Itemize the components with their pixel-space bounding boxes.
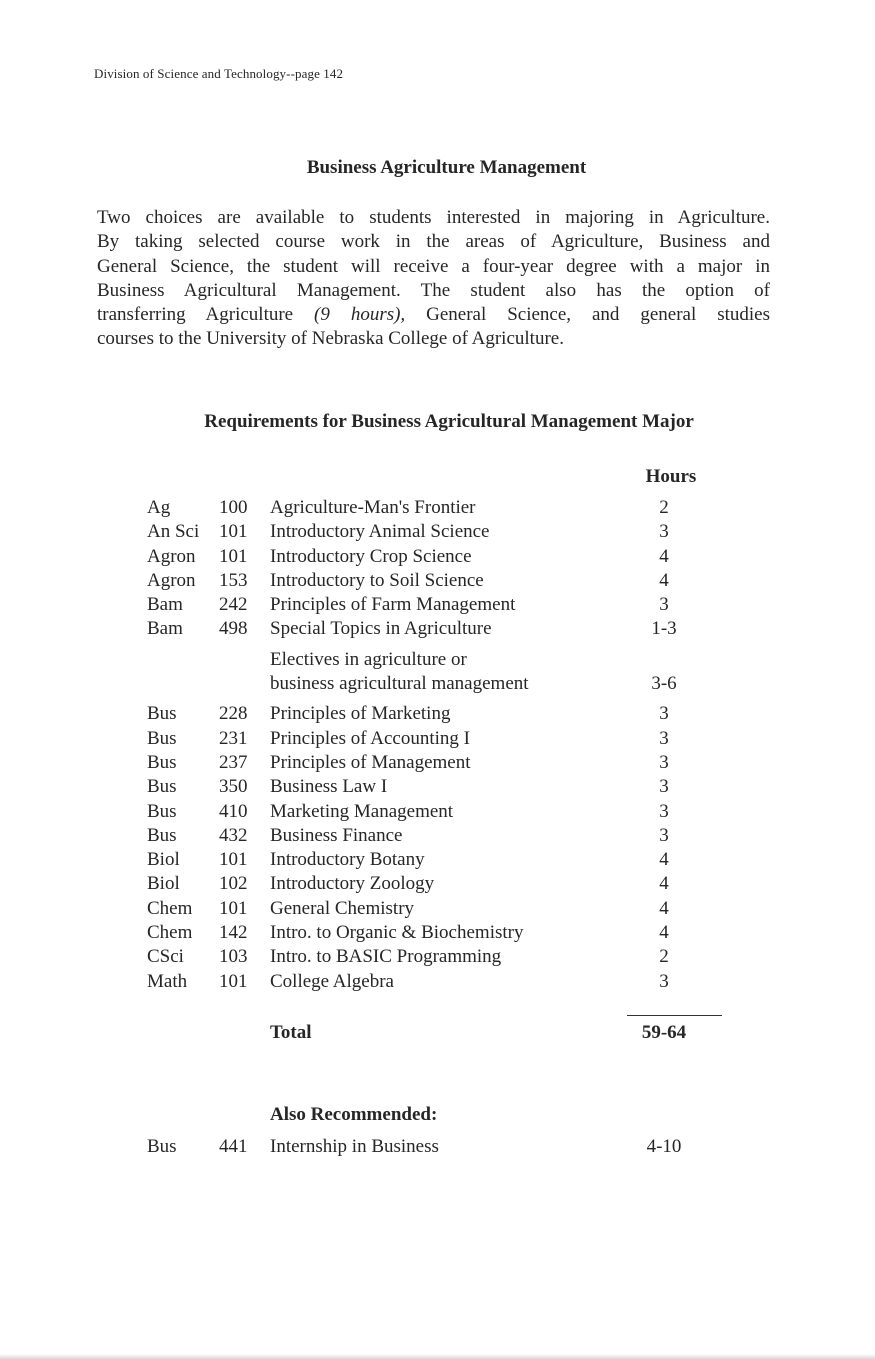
course-dept: Agron	[147, 545, 196, 567]
course-number: 101	[219, 521, 248, 543]
electives-row	[147, 648, 707, 697]
course-hours: 2	[659, 497, 669, 518]
course-name: Introductory to Soil Science	[270, 569, 484, 591]
course-row	[147, 775, 707, 799]
course-hours: 4-10	[646, 1136, 682, 1157]
course-name: Marketing Management	[270, 800, 454, 822]
course-dept: Bus	[147, 776, 177, 798]
course-dept: Math	[147, 970, 188, 992]
course-name: Principles of Accounting I	[270, 727, 470, 749]
course-row	[147, 945, 707, 969]
course-hours: 4	[659, 897, 669, 919]
course-name: Business Law I	[270, 776, 388, 798]
intro-line: Two choices are available to students interested in majoring in Agriculture.	[97, 207, 770, 228]
course-number: 142	[219, 922, 248, 944]
intro-text: General Science, and general studies	[405, 304, 770, 326]
course-row	[147, 593, 707, 617]
course-row	[147, 617, 707, 641]
course-hours: 3	[659, 727, 669, 749]
scan-edge	[0, 1354, 875, 1359]
requirements-title: Requirements for Business Agricultural Management Major	[204, 411, 694, 432]
section-title: Business Agriculture Management	[306, 157, 587, 178]
course-hours: 4	[659, 849, 669, 871]
course-name: Intro. to BASIC Programming	[270, 946, 502, 968]
course-hours: 3	[659, 521, 669, 543]
course-name: Introductory Zoology	[270, 873, 435, 895]
course-number: 102	[219, 873, 248, 895]
course-number: 228	[219, 703, 248, 725]
course-number: 101	[219, 545, 248, 567]
course-hours: 4	[659, 873, 669, 895]
course-name: Special Topics in Agriculture	[270, 618, 492, 640]
course-dept: Biol	[147, 849, 180, 871]
course-row	[147, 872, 707, 896]
course-number: 498	[219, 618, 248, 640]
course-dept: Bus	[147, 800, 177, 822]
intro-line: By taking selected course work in the areas of Agriculture, Business and	[97, 231, 770, 253]
course-row	[147, 727, 707, 751]
course-name: Introductory Botany	[270, 849, 425, 871]
course-hours: 4	[659, 569, 669, 591]
course-dept: Bus	[147, 703, 177, 725]
course-hours: 1-3	[651, 618, 677, 640]
course-number: 101	[219, 849, 248, 871]
also-recommended-heading: Also Recommended:	[270, 1104, 438, 1125]
course-row	[147, 702, 707, 726]
course-name: Business Finance	[270, 824, 403, 846]
course-row	[147, 970, 707, 994]
also-recommended-row	[147, 1135, 707, 1159]
course-dept: Chem	[147, 897, 193, 919]
course-number: 432	[219, 824, 248, 846]
course-name: College Algebra	[270, 970, 394, 992]
intro-line	[97, 303, 770, 327]
course-dept: Bus	[147, 727, 177, 749]
course-hours: 3	[659, 824, 669, 846]
intro-emphasis: (9 hours),	[314, 304, 406, 326]
course-dept: An Sci	[147, 521, 200, 543]
course-dept: Chem	[147, 922, 193, 944]
course-hours: 3-6	[651, 673, 677, 695]
course-hours: 3	[659, 751, 669, 773]
course-name: Principles of Farm Management	[270, 594, 516, 616]
course-name: Introductory Crop Science	[270, 545, 472, 567]
course-hours: 4	[659, 545, 669, 567]
running-header: Division of Science and Technology--page 142	[94, 66, 344, 81]
course-dept: Bus	[147, 751, 177, 773]
course-row	[147, 751, 707, 775]
hours-column-header: Hours	[645, 466, 697, 487]
course-hours: 3	[659, 594, 669, 616]
course-dept: Biol	[147, 873, 180, 895]
course-number: 103	[219, 946, 248, 968]
course-dept: Bam	[147, 618, 183, 640]
course-dept: Bus	[147, 1136, 177, 1157]
course-number: 350	[219, 776, 248, 798]
total-row	[147, 1021, 707, 1045]
total-spacer	[147, 1021, 270, 1045]
course-number: 100	[219, 497, 248, 518]
course-row	[147, 897, 707, 921]
course-dept: Ag	[147, 497, 171, 518]
course-number: 410	[219, 800, 248, 822]
total-label: Total	[270, 1022, 312, 1043]
course-row	[147, 545, 707, 569]
course-hours: 3	[659, 703, 669, 725]
course-number: 441	[219, 1136, 248, 1157]
total-rule	[627, 1015, 722, 1016]
intro-text: transferring Agriculture	[97, 304, 315, 326]
intro-line: courses to the University of Nebraska College of Agriculture.	[97, 328, 564, 350]
course-row	[147, 520, 707, 544]
course-name	[270, 648, 630, 697]
course-name: Introductory Animal Science	[270, 521, 490, 543]
electives-line: business agricultural management	[270, 673, 529, 695]
electives-line: Electives in agriculture or	[270, 648, 467, 670]
course-name: Internship in Business	[270, 1136, 439, 1157]
course-row	[147, 921, 707, 945]
total-hours: 59-64	[641, 1022, 687, 1043]
course-number: 242	[219, 594, 248, 616]
course-number: 231	[219, 727, 248, 749]
course-dept: Agron	[147, 569, 196, 591]
intro-paragraph	[97, 206, 770, 352]
course-hours: 3	[659, 800, 669, 822]
course-table	[147, 496, 707, 994]
course-row	[147, 800, 707, 824]
course-row	[147, 848, 707, 872]
course-hours: 2	[659, 946, 669, 968]
course-hours: 4	[659, 922, 669, 944]
course-name: Principles of Management	[270, 751, 471, 773]
course-row	[147, 496, 707, 520]
course-name: Agriculture-Man's Frontier	[270, 497, 476, 518]
course-dept: Bam	[147, 594, 183, 616]
course-number: 237	[219, 751, 248, 773]
course-name: General Chemistry	[270, 897, 415, 919]
course-hours: 3	[659, 970, 669, 992]
course-row	[147, 824, 707, 848]
course-hours: 3	[659, 776, 669, 798]
course-row	[147, 569, 707, 593]
course-name: Intro. to Organic & Biochemistry	[270, 922, 524, 944]
course-number: 101	[219, 897, 248, 919]
intro-line: General Science, the student will receive a four-year degree with a major in	[97, 255, 770, 277]
intro-line: Business Agricultural Management. The student also has the option of	[97, 279, 770, 301]
course-number: 153	[219, 569, 248, 591]
course-dept: CSci	[147, 946, 184, 968]
course-dept: Bus	[147, 824, 177, 846]
course-name: Principles of Marketing	[270, 703, 451, 725]
course-number: 101	[219, 970, 248, 992]
